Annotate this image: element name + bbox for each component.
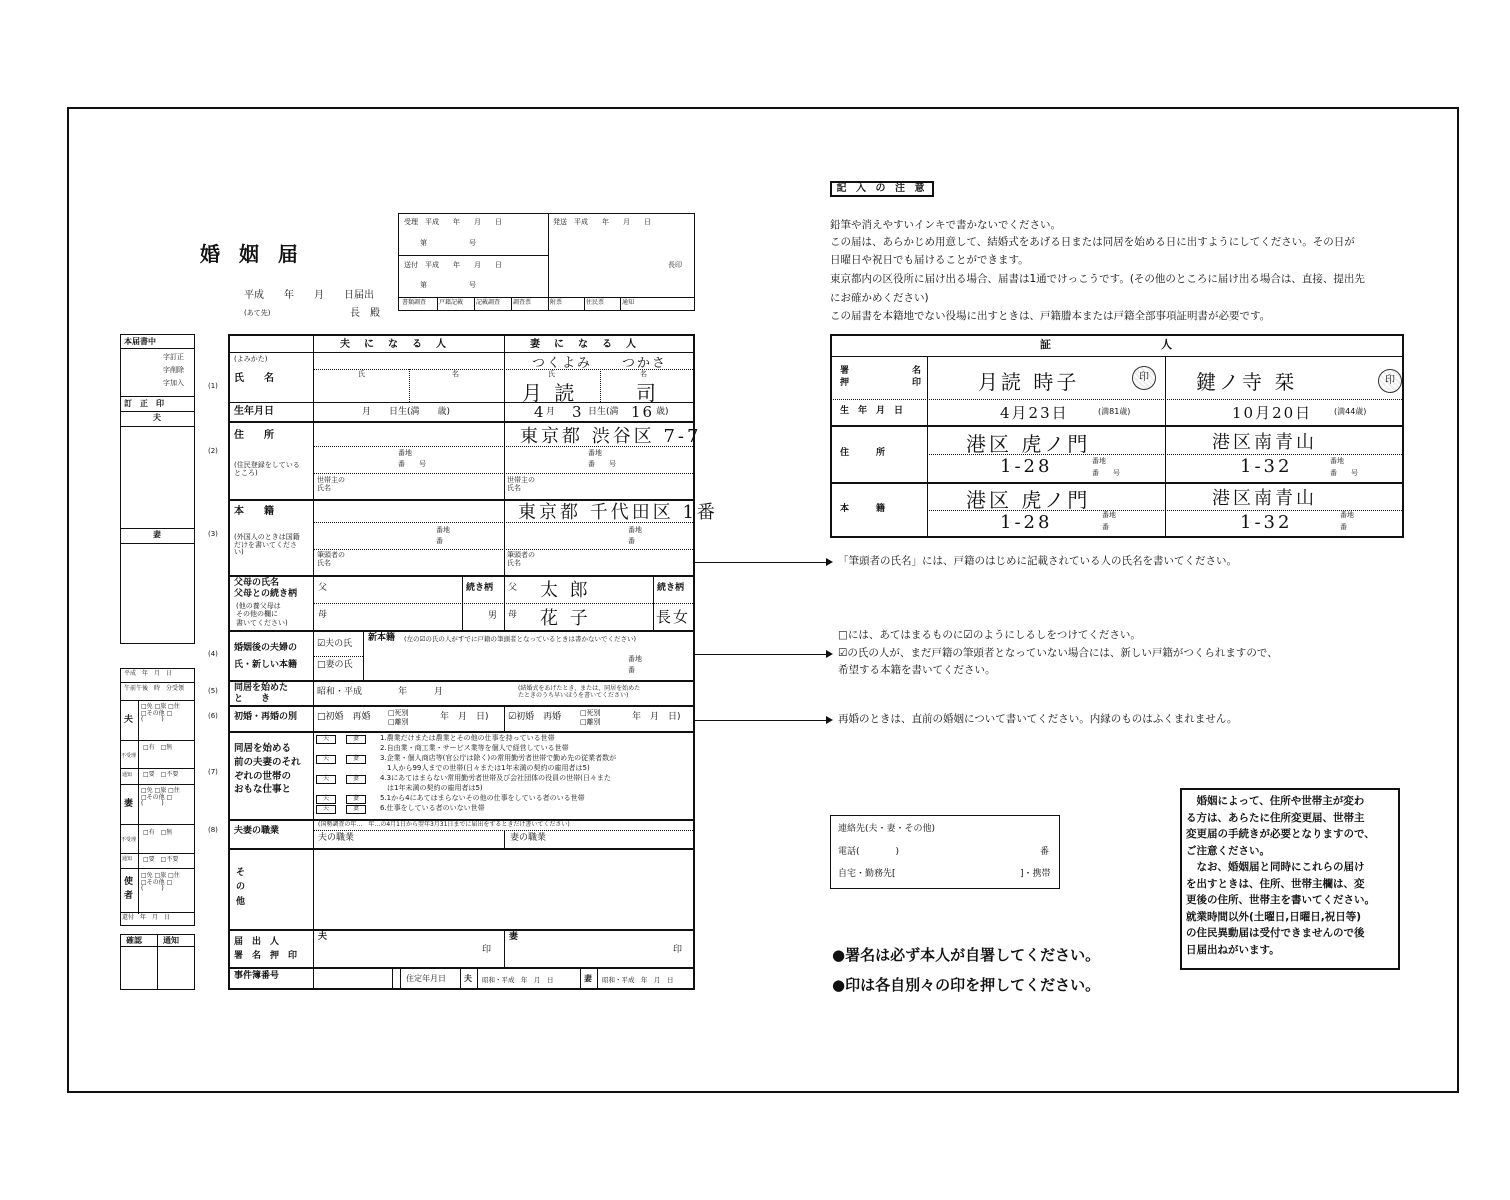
receipt-wife-need: □要 □不要: [143, 856, 179, 863]
husband-column-header: 夫 に な る 人: [340, 339, 448, 350]
note-line-4: 東京都内の区役所に届け出る場合、届書は1通でけっこうです。(その他のところに届け出る場合は、直接、提出先: [830, 273, 1365, 285]
correction-husband: 夫: [153, 413, 161, 422]
husband-job-field: 夫の職業: [318, 833, 355, 843]
case-number-label: 事件簿番号: [234, 971, 280, 981]
correction-char-fix: 字訂正: [163, 353, 184, 361]
wife-birth-day: 3: [572, 403, 584, 421]
reminder-seal: ●印は各自別々の印を押してください。: [832, 976, 1101, 994]
occupation-husband-box[interactable]: 夫: [316, 795, 336, 804]
husband-householder-label: 世帯主の氏名: [317, 476, 345, 492]
witness2-honseki-banchi: 番地: [1340, 511, 1354, 519]
witness-honseki-label: 本 籍: [840, 504, 886, 514]
wife-father-label: 父: [508, 583, 518, 593]
notice-line: の住民異動届は受付できませんので後: [1186, 927, 1365, 939]
note-line-1: 鉛筆や消えやすいインキで書かないでください。: [830, 219, 1061, 231]
notice-line: 婚姻によって、住所や世帯主が変わ: [1186, 795, 1365, 807]
occupation-item: は1年未満の契約の雇用者は5): [380, 784, 483, 792]
witness1-address: 港区 虎ノ門: [966, 432, 1091, 456]
office-cell-divider: [548, 297, 549, 311]
notice-line: 変更届の手続きが必要となりますので、: [1186, 828, 1375, 840]
contact-title: 連絡先(夫・妻・その他): [838, 824, 936, 834]
wife-surname-entry: 月 読: [522, 381, 578, 405]
witness-address-label: 住 所: [840, 448, 886, 458]
wife-birth-month: 4: [534, 403, 546, 421]
wife-given-label: 名: [640, 370, 647, 378]
wife-relation-entry: 長女: [656, 608, 691, 626]
wife-father-entry: 太 郎: [540, 580, 591, 601]
occupation-husband-box[interactable]: 夫: [316, 775, 336, 784]
wife-householder-label: 世帯主の氏名: [507, 476, 535, 492]
row-number-5: (5): [208, 687, 218, 695]
correction-char-delete: 字削除: [163, 366, 184, 374]
row-number-4: (4): [208, 650, 218, 658]
occupation-wife-box[interactable]: 妻: [346, 805, 366, 814]
office-cell: 記載調査: [476, 299, 501, 306]
office-cell-divider: [620, 297, 621, 311]
row-number-1: (1): [208, 382, 218, 390]
addressee: 長 殿: [350, 308, 380, 319]
reminder-signature: ●署名は必ず本人が自署してください。: [832, 946, 1101, 964]
sent-date: 送付 平成 年 月 日: [404, 261, 502, 269]
office-cell: 調査票: [513, 299, 532, 306]
address-note: (住民登録をしているところ): [234, 461, 300, 477]
receipt-messenger-date: 還付 年 月 日: [122, 914, 171, 921]
honseki-label: 本 籍: [234, 506, 274, 517]
witness-header: 証 人: [1040, 338, 1172, 351]
occupation-wife-box[interactable]: 妻: [346, 795, 366, 804]
witness2-birth: 10月20日: [1232, 404, 1313, 422]
row-number-2: (2): [208, 447, 218, 455]
occupation-wife-box[interactable]: 妻: [346, 755, 366, 764]
wife-birth-day-label: 日生(満: [588, 407, 619, 417]
office-cell-divider: [511, 297, 512, 311]
husband-signature-label: 夫: [318, 932, 328, 942]
checkbox-annotation-1: □には、あてはまるものに☑のようにしるしをつけてください。: [838, 629, 1141, 641]
job-label: 夫妻の職業: [234, 826, 280, 836]
notes-title: 記 入 の 注 意: [830, 181, 934, 197]
receipt-husband-need: □要 □不要: [143, 771, 179, 778]
office-cell: 戸籍記載: [439, 299, 464, 306]
address-label: 住 所: [234, 430, 274, 441]
signature-label: 届 出 人 署 名 押 印: [234, 937, 298, 961]
occupation-item: 5.1から4にあてはまらないその他の仕事をしている者のいる世帯: [380, 794, 585, 802]
contact-phone-suffix: 番: [1040, 847, 1050, 857]
wife-address-banchi: 番地: [588, 449, 602, 457]
office-cell: 住民票: [586, 299, 605, 306]
husband-birth-field: 月 日生(満 歳): [362, 407, 451, 417]
witness2-honseki: 港区南青山: [1212, 488, 1317, 509]
wife-address-entry: 東京都 渋谷区 7-7: [520, 426, 702, 447]
received-number: 第 号: [420, 239, 476, 247]
witness2-address-bango: 番 号: [1330, 469, 1358, 477]
receipt-husband-checks: □免 □旅 □住 □その他 □ ( ): [141, 703, 180, 724]
husband-hittousha-label: 筆頭者の氏名: [317, 551, 345, 567]
wife-address-bango: 番 号: [588, 460, 616, 468]
office-cell-divider: [474, 297, 475, 311]
parents-note: (他の養父母は その他の欄に 書いてください): [236, 602, 288, 627]
note-line-2: この届は、あらかじめ用意して、結婚式をあげる日または同居を始める日に出すようにしてください。その日が: [830, 236, 1355, 248]
witness2-address-number: 1-32: [1240, 456, 1293, 477]
witness1-address-banchi: 番地: [1092, 457, 1106, 465]
received-date: 受理 平成 年 月 日: [404, 218, 502, 226]
husband-address-bango: 番 号: [398, 460, 426, 468]
dispatch-date: 発送 平成 年 月 日: [553, 218, 651, 226]
witness1-honseki-ban: 番: [1102, 523, 1109, 531]
receipt-husband-notice: 通知: [122, 772, 133, 778]
wife-column-header: 妻 に な る 人: [530, 339, 638, 350]
witness2-honseki-ban: 番: [1340, 523, 1347, 531]
wife-remarriage-date: 年 月 日): [632, 712, 681, 722]
receipt-husband: 夫: [124, 715, 134, 725]
wife-birth-age: 16: [631, 403, 655, 421]
name-label: 氏 名: [234, 373, 274, 384]
wife-first-marriage-checkbox[interactable]: ☑初婚 再婚: [508, 712, 562, 722]
husband-address-banchi: 番地: [398, 449, 412, 457]
husband-remarriage-date: 年 月 日): [440, 712, 489, 722]
wife-death-divorce-checkbox[interactable]: □死別 □離別: [580, 709, 601, 727]
receipt-messenger-checks: □免 □旅 □住 □その他 □ ( ): [141, 872, 180, 893]
witness2-seal: 印: [1378, 369, 1402, 393]
new-honseki-label: 新本籍: [368, 633, 396, 643]
wife-seal: 印: [673, 945, 683, 955]
wife-birth-month-label: 月: [546, 407, 556, 417]
surname-arrow: [695, 654, 831, 655]
office-cell: 書類調査: [402, 299, 427, 306]
occupation-item: 6.仕事をしている者のいない世帯: [380, 804, 485, 812]
husband-relation-label: 続き柄: [466, 583, 494, 593]
receipt-wife-checks: □免 □旅 □住 □その他 □ ( ): [141, 787, 180, 808]
row-number-3: (3): [208, 530, 218, 538]
witness1-honseki-number: 1-28: [1000, 512, 1053, 533]
office-cell: 附票: [550, 299, 563, 306]
marriage-type-label: 初婚・再婚の別: [234, 712, 298, 722]
correction-seal-label: 訂正印: [124, 399, 172, 408]
row-number-7: (7): [208, 768, 218, 776]
receipt-wife-have: □有 □無: [143, 829, 173, 836]
correction-header: 本届書中: [124, 337, 156, 346]
witness1-address-bango: 番 号: [1092, 469, 1120, 477]
note-line-3: 日曜日や祝日でも届けることができます。: [830, 254, 1029, 266]
cohabit-label: 同居を始めた と き: [234, 683, 289, 704]
husband-mother-label: 母: [318, 610, 328, 620]
witness2-age: (満44歳): [1334, 407, 1367, 416]
checkbox-annotation-2: ☑の氏の人が、まだ戸籍の筆頭者となっていない場合には、新しい戸籍がつくられますので、: [838, 647, 1278, 659]
wife-honseki-entry: 東京都 千代田区 1番: [518, 502, 718, 523]
office-cell-divider: [584, 297, 585, 311]
witness-birth-label: 生 年 月 日: [840, 406, 904, 416]
notice-line: なお、婚姻届と同時にこれらの届け: [1186, 861, 1365, 873]
contact-phone: 電話( ): [838, 847, 900, 857]
new-honseki-ban: 番: [628, 666, 635, 674]
husband-first-marriage-checkbox[interactable]: □初婚 再婚: [317, 712, 371, 722]
wife-furigana-entry: つくよみ つかさ: [532, 356, 668, 371]
witness1-birth: 4月23日: [1000, 404, 1069, 422]
wife-mother-entry: 花 子: [540, 608, 591, 629]
new-honseki-note: (左の☑の氏の人がすでに戸籍の筆頭者となっているときは書かないでください): [404, 635, 637, 643]
office-cell-divider: [437, 297, 438, 311]
occupation-item: 3.企業・個人商店等(官公庁は除く)の常用勤労者世帯で勤め先の従業者数が: [380, 754, 617, 762]
note-line-5: にお確かめください): [830, 292, 929, 304]
notice-line: ご注意ください。: [1186, 844, 1270, 857]
contact-mobile: ]・携帯: [1020, 869, 1051, 879]
occupation-husband-box[interactable]: 夫: [316, 805, 336, 814]
notify-label: 通知: [163, 936, 179, 945]
receipt-wife: 妻: [124, 799, 134, 809]
notice-line: 就業時間以外(土曜日,日曜日,祝日等): [1186, 910, 1362, 923]
notice-line: る方は、あらたに住所変更届、世帯主: [1186, 811, 1365, 824]
husband-honseki-ban: 番: [436, 537, 443, 545]
husband-honseki-banchi: 番地: [436, 526, 450, 534]
witness1-address-number: 1-28: [1000, 456, 1053, 477]
witness2-address: 港区南青山: [1212, 432, 1317, 453]
cohabit-note: (結婚式をあげたとき、または、同居を始めた たときのうち早いほうを書いてください): [518, 685, 641, 700]
occupation-item: 1人から99人までの世帯(日々または1年未満の契約の雇用者は5): [380, 764, 590, 772]
receipt-wife-notice: 通知: [122, 856, 133, 862]
notice-line: 更後の住所、世帯主を書いてください。: [1186, 894, 1375, 906]
notice-line: を出すときは、住所、世帯主欄は、変: [1186, 877, 1365, 890]
receipt-wife-unaccepted: 不受理: [121, 837, 137, 843]
witness2-address-banchi: 番地: [1330, 457, 1344, 465]
surname-after-label: 婚姻後の夫婦の 氏・新しい本籍: [234, 643, 298, 671]
receipt-husband-have: □有 □無: [143, 744, 173, 751]
wife-surname-label: 氏: [548, 370, 555, 378]
wife-signature-label: 妻: [509, 932, 519, 942]
occupation-item: 1.農業だけまたは農業とその他の仕事を持っている世帯: [380, 734, 555, 742]
wife-birth-age-label: 歳): [656, 407, 669, 417]
witness1-age: (満81歳): [1098, 407, 1131, 416]
remarriage-annotation: 再婚のときは、直前の婚姻について書いてください。内縁のものはふくまれません。: [838, 713, 1238, 725]
chief-seal: 長印: [668, 261, 682, 269]
husband-death-divorce-checkbox[interactable]: □死別 □離別: [388, 709, 409, 727]
checkbox-annotation-3: 希望する本籍を書いてください。: [838, 664, 996, 676]
occupation-label: 同居を始める 前の夫妻のそれ ぞれの世帯の おもな仕事と: [234, 743, 301, 796]
hittousha-arrow: [695, 562, 831, 563]
hittousha-annotation: 「筆頭者の氏名」には、戸籍のはじめに記載されている人の氏名を書いてください。: [838, 555, 1237, 567]
note-line-6: この届書を本籍地でない役場に出すときは、戸籍謄本または戸籍全部事項証明書が必要です。: [830, 310, 1271, 322]
witness2-honseki-number: 1-32: [1240, 512, 1293, 533]
husband-relation-son: 男: [488, 611, 498, 621]
occupation-husband-box[interactable]: 夫: [316, 735, 336, 744]
wife-hittousha-label: 筆頭者の氏名: [507, 551, 535, 567]
occupation-item: 2.自由業・商工業・サービス業等を個人で経営している世帯: [380, 744, 569, 752]
husband-given-label: 名: [452, 370, 459, 378]
row-number-6: (6): [208, 712, 218, 720]
new-honseki-banchi: 番地: [628, 655, 642, 663]
occupation-husband-box[interactable]: 夫: [316, 755, 336, 764]
wife-honseki-banchi: 番地: [628, 526, 642, 534]
submission-date: 平成 年 月 日届出: [244, 290, 374, 301]
wife-job-field: 妻の職業: [510, 833, 547, 843]
witness2-name: 鍵ノ寺 栞: [1196, 370, 1298, 394]
wife-surname-checkbox[interactable]: □妻の氏: [317, 660, 353, 670]
residence-wife-date: 昭和・平成 年 月 日: [602, 976, 674, 984]
witness-sign-label: 署 名 押 印: [840, 366, 922, 388]
parents-label: 父母の氏名 父母との続き柄: [234, 578, 298, 599]
correction-char-add: 字加入: [163, 379, 184, 387]
residence-wife: 妻: [584, 974, 592, 983]
wife-mother-label: 母: [508, 610, 518, 620]
honseki-note: (外国人のときは国籍だけを書いてください): [234, 533, 300, 557]
contact-home-work: 自宅・勤務先[: [838, 869, 896, 879]
job-note: (国勢調査の年… 年…の4月1日から翌年3月31日までに届出をするときだけ書いてください): [318, 821, 570, 828]
receipt-messenger: 使 者: [124, 877, 134, 901]
occupation-wife-box[interactable]: 妻: [346, 735, 366, 744]
husband-surname-checkbox[interactable]: ☑夫の氏: [317, 639, 353, 649]
residence-date-label: 住定年月日: [406, 974, 446, 983]
addressee-note: (あて先): [244, 309, 271, 317]
husband-seal: 印: [482, 945, 492, 955]
birth-label: 生年月日: [234, 406, 274, 417]
receipt-time: 午前午後 時 分受領: [124, 685, 185, 692]
other-label: そ の 他: [236, 868, 246, 907]
occupation-wife-box[interactable]: 妻: [346, 775, 366, 784]
husband-surname-label: 氏: [358, 370, 365, 378]
row-number-8: (8): [208, 826, 218, 834]
sent-number: 第 号: [420, 281, 476, 289]
notice-line: 日届出ねがいます。: [1186, 943, 1280, 956]
furigana-label: (よみかた): [234, 355, 268, 363]
residence-husband-date: 昭和・平成 年 月 日: [482, 976, 554, 984]
receipt-husband-unaccepted: 不受理: [121, 753, 137, 759]
witness1-name: 月読 時子: [978, 370, 1080, 394]
office-cell: 通知: [622, 299, 635, 306]
wife-honseki-ban: 番: [628, 537, 635, 545]
receipt-date: 平成 年 月 日: [124, 670, 173, 677]
form-title: 婚 姻 届: [200, 242, 304, 266]
witness-table: [830, 334, 1404, 538]
witness1-honseki-banchi: 番地: [1102, 511, 1116, 519]
confirm-label: 確認: [126, 936, 142, 945]
witness1-honseki: 港区 虎ノ門: [966, 488, 1091, 512]
remarriage-arrow: [695, 720, 831, 721]
witness1-seal: 印: [1132, 366, 1156, 390]
husband-father-label: 父: [318, 583, 328, 593]
wife-relation-label: 続き柄: [657, 583, 685, 593]
occupation-item: 4.3にあてはまらない常用勤労者世帯及び会社団体の役員の世帯(日々また: [380, 774, 611, 782]
residence-husband: 夫: [464, 974, 472, 983]
cohabit-date-field: 昭和・平成 年 月: [317, 687, 444, 697]
wife-given-entry: 司: [636, 381, 659, 405]
correction-wife: 妻: [153, 530, 161, 539]
